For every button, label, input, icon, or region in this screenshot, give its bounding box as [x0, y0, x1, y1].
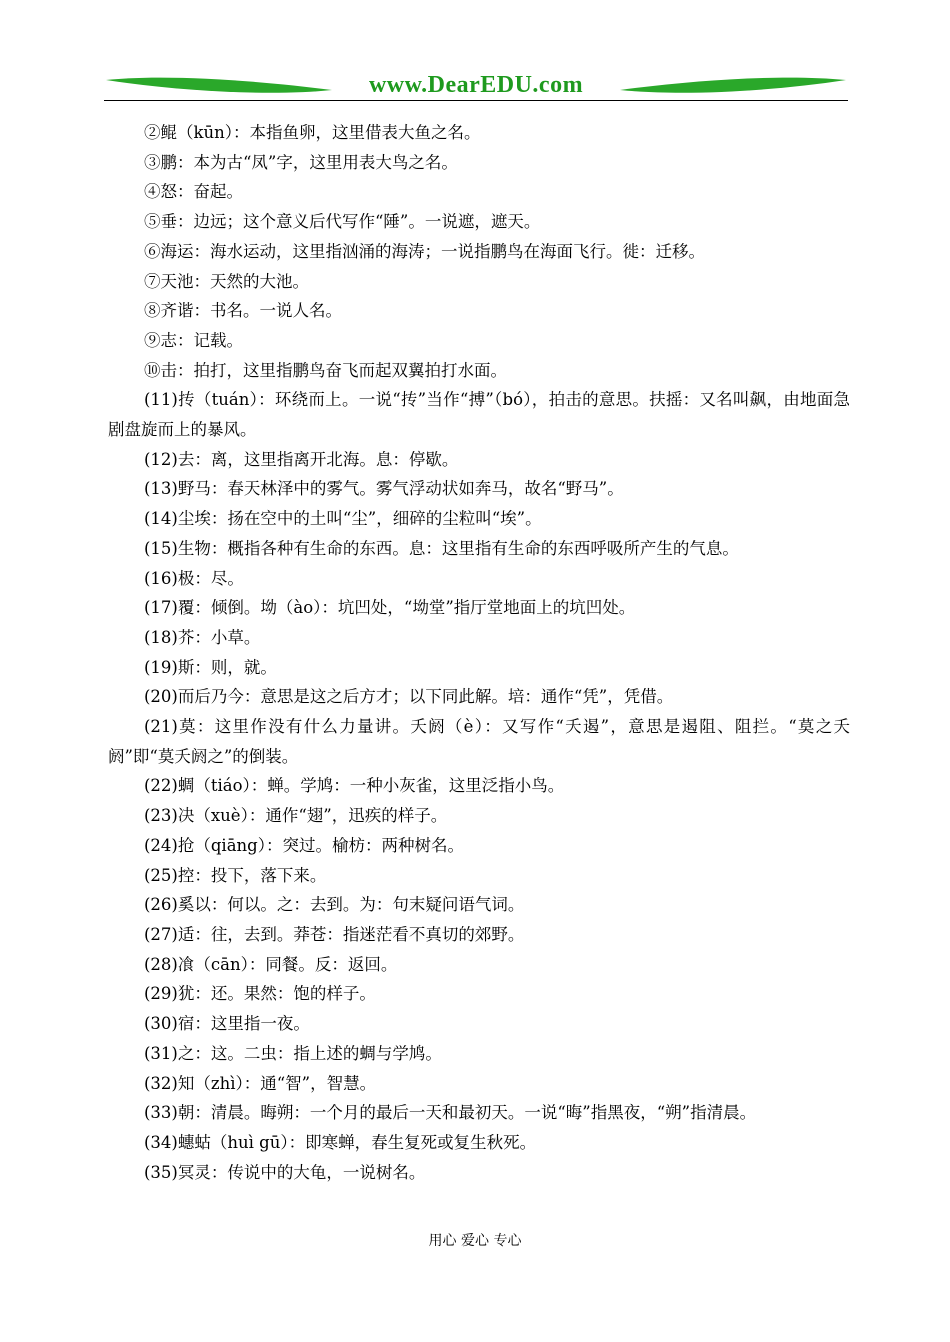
note-item: (22)蜩（tiáo）：蝉。学鸠：一种小灰雀，这里泛指小鸟。	[144, 776, 565, 796]
note-item: (29)犹：还。果然：饱的样子。	[144, 984, 376, 1004]
note-item: (26)奚以：何以。之：去到。为：句末疑问语气词。	[144, 895, 525, 915]
note-item: (25)控：投下，落下来。	[144, 865, 327, 885]
note-item: (12)去：离，这里指离开北海。息：停歇。	[144, 449, 459, 469]
note-item: (13)野马：春天林泽中的雾气。雾气浮动状如奔马，故名“野马”。	[144, 479, 624, 499]
note-item: (11)抟（tuán）：环绕而上。一说“抟”当作“搏”（bó），拍击的意思。扶摇：又名叫飙，由地面急剧盘旋而上的暴风。	[108, 390, 850, 440]
note-item: (18)芥：小草。	[144, 627, 261, 647]
note-item: ⑥海运：海水运动，这里指汹涌的海涛；一说指鹏鸟在海面飞行。徙：迁移。	[144, 241, 705, 261]
note-item: ⑧齐谐：书名。一说人名。	[144, 301, 342, 321]
note-item: (16)极：尽。	[144, 568, 244, 588]
note-item: (35)冥灵：传说中的大龟，一说树名。	[144, 1162, 426, 1182]
note-item: (31)之：这。二虫：指上述的蜩与学鸠。	[144, 1043, 442, 1063]
note-item: (21)莫：这里作没有什么力量讲。夭阏（è）：又写作“夭遏”，意思是遏阻、阻拦。“莫之夭阏”即“莫夭阏之”的倒装。	[108, 717, 850, 766]
note-item: (17)覆：倾倒。坳（ào）：坑凹处，“坳堂”指厅堂地面上的坑凹处。	[144, 598, 636, 618]
note-item: (34)蟪蛄（huì gū）：即寒蝉，春生复死或复生秋死。	[144, 1132, 537, 1152]
note-item: (24)抢（qiāng）：突过。榆枋：两种树名。	[144, 835, 464, 855]
note-item: ②鲲（kūn）：本指鱼卵，这里借表大鱼之名。	[144, 123, 481, 142]
note-item: (32)知（zhì）：通“智”，智慧。	[144, 1073, 377, 1093]
note-item: (20)而后乃今：意思是这之后方才；以下同此解。培：通作“凭”，凭借。	[144, 687, 674, 707]
note-item: ⑨志：记载。	[144, 330, 243, 350]
page-footer: 用心 爱心 专心	[428, 1233, 522, 1249]
note-item: (15)生物：概指各种有生命的东西。息：这里指有生命的东西呼吸所产生的气息。	[144, 538, 739, 558]
note-item: ③鹏：本为古“凤”字，这里用表大鸟之名。	[144, 152, 458, 172]
note-item: (28)飡（cān）：同餐。反：返回。	[144, 954, 398, 974]
note-item: (30)宿：这里指一夜。	[144, 1014, 310, 1034]
note-item: (19)斯：则，就。	[144, 657, 277, 677]
annotation-list	[108, 118, 850, 1187]
note-item: (23)决（xuè）：通作“翅”，迅疾的样子。	[144, 806, 448, 826]
site-logo-text: www.DearEDU.com	[368, 72, 584, 98]
header-divider	[104, 100, 848, 101]
note-item: (27)适：往，去到。莽苍：指迷茫看不真切的郊野。	[144, 924, 525, 944]
note-item: ⑦天池：天然的大池。	[144, 271, 309, 291]
note-item: (33)朝：清晨。晦朔：一个月的最后一天和最初天。一说“晦”指黑夜，“朔”指清晨。	[144, 1103, 757, 1123]
note-item: ⑩击：拍打，这里指鹏鸟奋飞而起双翼拍打水面。	[144, 360, 507, 380]
note-item: ④怒：奋起。	[144, 182, 243, 202]
note-item: ⑤垂：边远；这个意义后代写作“陲”。一说遮，遮天。	[144, 212, 541, 232]
note-item: (14)尘埃：扬在空中的土叫“尘”，细碎的尘粒叫“埃”。	[144, 509, 542, 529]
